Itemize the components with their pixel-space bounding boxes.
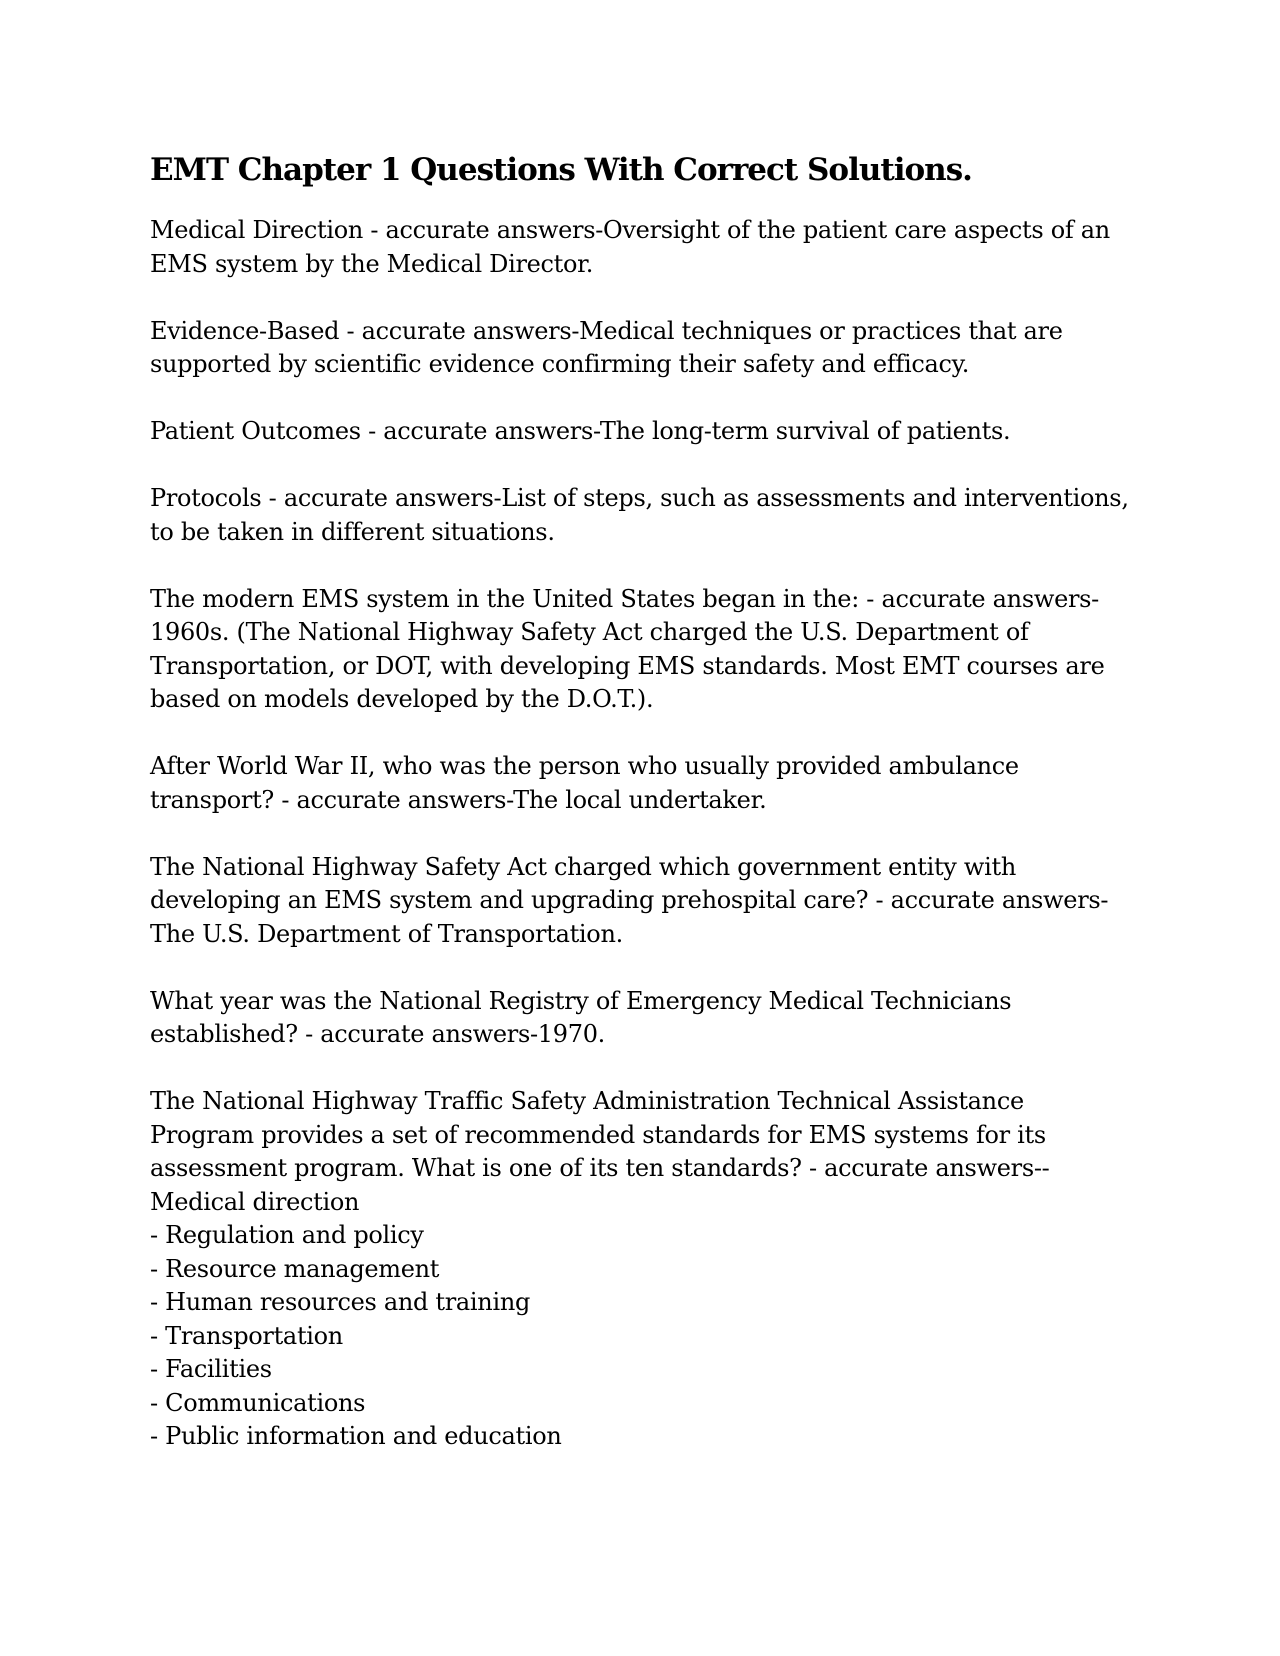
text-line: 1960s. (The National Highway Safety Act charged the U.S. Department of xyxy=(150,618,1029,646)
text-line: What year was the National Registry of Emergency Medical Technicians xyxy=(150,986,1012,1015)
entries-list xyxy=(150,214,1130,1454)
text-line: - Regulation and policy xyxy=(150,1221,424,1249)
text-line: Patient Outcomes - accurate answers-The long-term survival of patients. xyxy=(150,417,1011,445)
qa-entry xyxy=(150,583,1130,717)
qa-entry xyxy=(150,985,1130,1052)
text-line: - Public information and education xyxy=(150,1422,562,1450)
text-line: assessment program. What is one of its ten standards? - accurate answers-- xyxy=(150,1154,1050,1182)
text-line: The National Highway Traffic Safety Administration Technical Assistance xyxy=(150,1087,1024,1115)
qa-entry xyxy=(150,315,1130,382)
text-line: to be taken in different situations. xyxy=(150,517,555,546)
text-line: Evidence-Based - accurate answers-Medical techniques or practices that are xyxy=(150,316,1063,345)
text-line: Program provides a set of recommended standards for EMS systems for its xyxy=(150,1120,1046,1149)
document-title: EMT Chapter 1 Questions With Correct Solutions. xyxy=(150,152,972,188)
text-line: - Transportation xyxy=(150,1321,343,1350)
text-line: supported by scientific evidence confirming their safety and efficacy. xyxy=(150,350,970,378)
qa-entry xyxy=(150,1085,1130,1454)
qa-entry xyxy=(150,851,1130,952)
text-line: - Resource management xyxy=(150,1254,440,1283)
text-line: - Human resources and training xyxy=(150,1288,531,1316)
text-line: Transportation, or DOT, with developing EMS standards. Most EMT courses are xyxy=(150,651,1105,680)
qa-entry xyxy=(150,415,1130,449)
text-line: Medical direction xyxy=(150,1187,360,1216)
text-line: established? - accurate answers-1970. xyxy=(150,1020,606,1048)
text-line: EMS system by the Medical Director. xyxy=(150,249,594,278)
qa-entry xyxy=(150,750,1130,817)
text-line: Medical Direction - accurate answers-Oversight of the patient care aspects of an xyxy=(150,216,1110,244)
text-line: based on models developed by the D.O.T.). xyxy=(150,685,654,713)
document-content xyxy=(150,150,1130,1487)
text-line: After World War II, who was the person who usually provided ambulance xyxy=(150,752,1019,780)
text-line: The U.S. Department of Transportation. xyxy=(150,919,623,948)
text-line: transport? - accurate answers-The local undertaker. xyxy=(150,785,767,814)
text-line: Protocols - accurate answers-List of steps, such as assessments and interventions, xyxy=(150,484,1129,512)
text-line: developing an EMS system and upgrading prehospital care? - accurate answers- xyxy=(150,886,1109,914)
text-line: - Facilities xyxy=(150,1355,272,1383)
qa-entry xyxy=(150,482,1130,549)
text-line: - Communications xyxy=(150,1388,366,1417)
text-line: The National Highway Safety Act charged which government entity with xyxy=(150,852,1016,881)
text-line: The modern EMS system in the United States began in the: - accurate answers- xyxy=(150,584,1099,613)
qa-entry xyxy=(150,214,1130,281)
